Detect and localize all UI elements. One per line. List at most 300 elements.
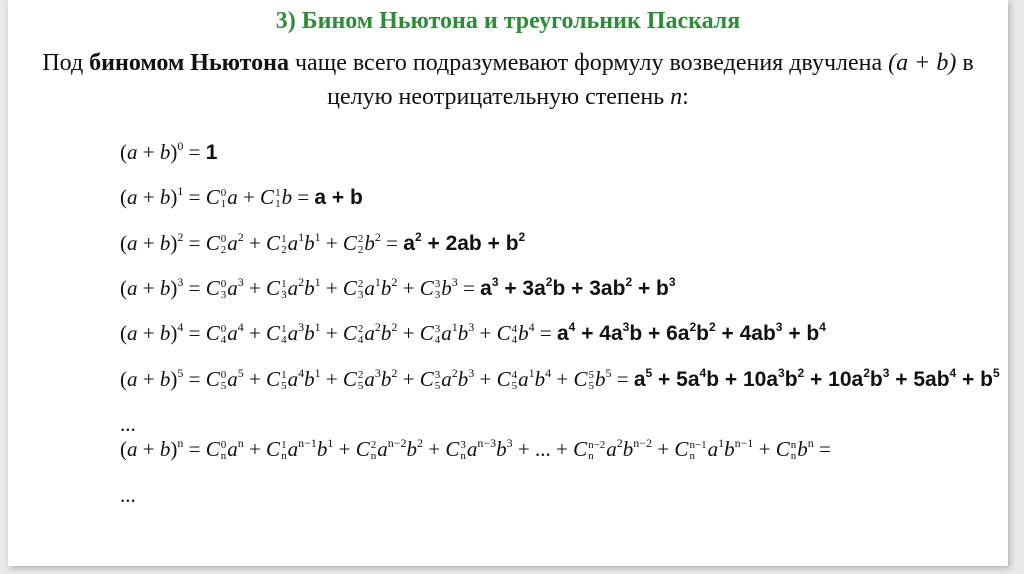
exponent: 2	[298, 275, 305, 289]
index-n: 5	[220, 380, 227, 393]
result-text: + 4ab	[715, 322, 776, 345]
plus-sign: +	[320, 276, 343, 300]
lhs-open: (	[120, 321, 127, 345]
equals-sign: =	[183, 185, 206, 209]
coefficient-c: C	[205, 437, 220, 461]
variable: b	[496, 437, 507, 461]
variable: b	[304, 231, 315, 255]
coefficient-c: C	[355, 437, 370, 461]
exponent: 1	[327, 436, 334, 450]
lhs-plus: +	[137, 321, 160, 345]
index-k: 2	[357, 323, 364, 336]
formula-row	[120, 231, 525, 256]
variable: b	[457, 367, 469, 391]
coefficient-c: C	[674, 437, 689, 461]
variable: a	[287, 321, 299, 345]
ellipsis: ...	[120, 412, 136, 436]
exponent: 1	[528, 366, 535, 380]
index-n: 2	[220, 244, 227, 257]
variable: b	[518, 321, 529, 345]
coefficient-c: C	[573, 367, 588, 391]
binomial-index	[358, 324, 364, 346]
variable: b	[380, 321, 392, 345]
exponent: 3	[237, 275, 244, 289]
binomial-index	[221, 370, 227, 392]
variable: b	[380, 276, 392, 300]
lhs-var-b: b	[159, 437, 171, 461]
index-k: 3	[434, 323, 441, 336]
result-exponent: 4	[699, 366, 707, 380]
coefficient-c: C	[205, 185, 220, 209]
variable: a	[227, 367, 238, 391]
result-text: b + 3ab	[552, 277, 626, 300]
plus-sign: +	[243, 321, 267, 345]
index-n: 5	[588, 380, 594, 393]
variable: a	[227, 437, 238, 461]
lhs-var-b: b	[159, 185, 171, 209]
binomial-index	[512, 324, 518, 346]
coefficient-c: C	[266, 276, 281, 300]
equals-sign: =	[183, 140, 206, 164]
lhs-var-b: b	[159, 140, 171, 164]
index-n: 5	[511, 380, 518, 393]
formula-row	[120, 276, 676, 301]
result-text: b	[505, 232, 519, 255]
coefficient-c: C	[419, 321, 434, 345]
index-n: n	[370, 450, 377, 463]
lhs-close: )	[170, 276, 178, 300]
coefficient-c: C	[419, 367, 434, 391]
lhs-plus: +	[137, 367, 160, 391]
lhs-close: )	[170, 321, 178, 345]
plus-sign: +	[474, 321, 497, 345]
result-exponent: 5	[645, 366, 653, 380]
exponent: 1	[314, 275, 321, 289]
exponent: n−1	[298, 436, 317, 450]
variable: b	[797, 437, 808, 461]
binomial-index	[358, 370, 364, 392]
ellipsis: ...	[120, 483, 136, 507]
lhs-open: (	[120, 367, 127, 391]
result-exponent: 4	[819, 320, 826, 334]
variable: b	[406, 437, 417, 461]
result-text: 1	[205, 141, 218, 164]
variable: b	[304, 276, 315, 300]
index-k: 5	[588, 369, 594, 382]
equals-sign: =	[813, 437, 831, 461]
result-text: + 4a	[575, 322, 623, 345]
coefficient-c: C	[342, 367, 357, 391]
variable: a	[227, 276, 238, 300]
result-text: b	[869, 368, 883, 391]
equals-sign: =	[183, 437, 206, 461]
lhs-power: 5	[177, 366, 184, 380]
variable: a	[227, 231, 238, 255]
binomial-index	[221, 440, 227, 462]
intro-paragraph	[28, 46, 988, 114]
binomial-index	[589, 370, 595, 392]
index-k: 1	[281, 233, 287, 246]
exponent: 2	[391, 275, 398, 289]
lhs-var-b: b	[159, 231, 171, 255]
result-exponent: 2	[689, 320, 697, 334]
index-n: n	[281, 450, 287, 463]
lhs-open: (	[120, 140, 127, 164]
binomial-index	[358, 234, 364, 256]
lhs-close: )	[170, 437, 178, 461]
result-exponent: 4	[568, 320, 576, 334]
exponent: 1	[718, 436, 725, 450]
index-n: 3	[357, 289, 364, 302]
lhs-close: )	[170, 185, 178, 209]
exponent: 3	[374, 366, 381, 380]
result-text: b	[784, 368, 798, 391]
exponent: 1	[314, 366, 321, 380]
coefficient-c: C	[496, 321, 511, 345]
exponent: 2	[374, 230, 381, 244]
exponent: 4	[237, 320, 244, 334]
intro-expression: (a + b)	[888, 50, 957, 76]
index-n: n	[220, 450, 227, 463]
formula-row	[120, 321, 826, 346]
index-n: n	[460, 450, 466, 463]
exponent: 2	[416, 436, 423, 450]
result-text: + 5ab	[889, 368, 950, 391]
exponent: 2	[374, 320, 381, 334]
result-text: + 3a	[498, 277, 546, 300]
exponent: n−3	[477, 436, 497, 450]
formula-row	[120, 367, 1000, 392]
index-n: n	[588, 450, 594, 463]
index-k: n	[790, 439, 797, 452]
lhs-var-a: a	[127, 321, 138, 345]
equals-sign: =	[183, 231, 206, 255]
expanded-result	[557, 322, 826, 345]
plus-sign: +	[243, 437, 267, 461]
lhs-power: 3	[177, 275, 184, 289]
index-n: n	[790, 450, 797, 463]
index-n: 5	[434, 380, 441, 393]
result-text: + 5a	[652, 368, 700, 391]
index-n: n	[689, 450, 695, 463]
binomial-index	[435, 370, 441, 392]
expanded-result	[480, 277, 675, 300]
index-k: 0	[220, 439, 227, 452]
result-exponent: 3	[775, 320, 783, 334]
lhs-var-b: b	[159, 367, 171, 391]
coefficient-c: C	[266, 367, 281, 391]
plus-sign: +	[333, 437, 356, 461]
plus-sign: +	[320, 321, 343, 345]
plus-sign: +	[320, 231, 343, 255]
plus-sign: +	[397, 321, 420, 345]
lhs-plus: +	[137, 437, 160, 461]
binomial-index	[221, 188, 227, 210]
variable: a	[707, 437, 719, 461]
exponent: n−2	[387, 436, 407, 450]
variable: b	[595, 367, 606, 391]
index-k: 2	[370, 439, 377, 452]
result-text: a + b	[314, 186, 363, 209]
index-n: 4	[220, 334, 227, 347]
plus-sign: +	[320, 367, 343, 391]
result-exponent: 3	[491, 275, 499, 289]
lhs-plus: +	[137, 185, 160, 209]
slide	[8, 0, 1008, 566]
result-text: b + 10a	[706, 368, 779, 391]
equals-sign: =	[183, 321, 206, 345]
expanded-result	[403, 232, 525, 255]
lhs-var-b: b	[159, 276, 171, 300]
index-k: 1	[281, 323, 287, 336]
exponent: n	[237, 436, 244, 450]
formula-row	[120, 140, 217, 165]
formula-row	[120, 483, 136, 507]
lhs-open: (	[120, 231, 127, 255]
intro-text-1: Под	[42, 50, 90, 76]
binomial-index	[275, 188, 281, 210]
equals-sign: =	[380, 231, 404, 255]
lhs-var-a: a	[127, 231, 138, 255]
coefficient-c: C	[445, 437, 460, 461]
variable: b	[304, 367, 315, 391]
lhs-var-a: a	[127, 437, 138, 461]
ellipsis-separator: + ... +	[512, 437, 574, 461]
result-exponent: 2	[625, 275, 633, 289]
binomial-index	[791, 440, 797, 462]
variable: b	[316, 437, 328, 461]
variable: a	[364, 276, 375, 300]
intro-text-2: чаще всего подразумевают формулу возведения двучлена	[288, 50, 889, 76]
lhs-open: (	[120, 437, 127, 461]
lhs-power: n	[177, 436, 184, 450]
result-text: b + 6a	[629, 322, 690, 345]
plus-sign: +	[397, 276, 420, 300]
variable: a	[287, 276, 299, 300]
index-n: 5	[357, 380, 364, 393]
intro-text-3: в целую неотрицательную степень	[327, 50, 974, 110]
variable: b	[441, 276, 452, 300]
index-n: 4	[281, 334, 287, 347]
exponent: n−1	[734, 436, 754, 450]
index-k: 0	[220, 323, 227, 336]
index-n: 3	[220, 289, 227, 302]
coefficient-c: C	[342, 276, 357, 300]
plus-sign: +	[753, 437, 776, 461]
index-n: 3	[281, 289, 287, 302]
lhs-open: (	[120, 185, 127, 209]
equals-sign: =	[611, 367, 634, 391]
result-exponent: 2	[545, 275, 553, 289]
result-exponent: 2	[414, 230, 422, 244]
variable: b	[281, 185, 293, 209]
exponent: 4	[545, 366, 552, 380]
result-exponent: 2	[797, 366, 805, 380]
index-n: 2	[357, 244, 364, 257]
result-text: + b	[956, 368, 993, 391]
index-k: 0	[220, 233, 227, 246]
equals-sign: =	[534, 321, 557, 345]
coefficient-c: C	[496, 367, 511, 391]
binomial-index	[460, 440, 466, 462]
plus-sign: +	[422, 437, 446, 461]
index-n: 2	[281, 244, 287, 257]
result-text: + b	[782, 322, 820, 345]
coefficient-c: C	[205, 231, 220, 255]
exponent: 2	[391, 366, 398, 380]
exponent: 3	[298, 320, 305, 334]
coefficient-c: C	[573, 437, 588, 461]
result-exponent: 2	[708, 320, 716, 334]
lhs-close: )	[170, 367, 178, 391]
index-n: 1	[220, 198, 227, 211]
result-exponent: 4	[949, 366, 957, 380]
index-k: 2	[357, 233, 364, 246]
result-exponent: 3	[882, 366, 890, 380]
binomial-index	[371, 440, 377, 462]
lhs-close: )	[170, 231, 178, 255]
exponent: 3	[468, 366, 475, 380]
variable: a	[227, 321, 238, 345]
plus-sign: +	[474, 367, 497, 391]
lhs-var-b: b	[159, 321, 171, 345]
binomial-index	[358, 279, 364, 301]
variable: b	[534, 367, 546, 391]
result-exponent: 2	[863, 366, 870, 380]
equals-sign: =	[292, 185, 315, 209]
variable: a	[606, 437, 617, 461]
expanded-result	[314, 186, 362, 209]
coefficient-c: C	[205, 321, 220, 345]
variable: a	[364, 321, 375, 345]
formula-row	[120, 437, 831, 462]
expanded-result	[634, 368, 1000, 391]
binomial-index	[221, 324, 227, 346]
binomial-index	[435, 324, 441, 346]
variable: b	[304, 321, 315, 345]
coefficient-c: C	[266, 231, 281, 255]
exponent: 2	[616, 436, 623, 450]
index-k: 0	[220, 187, 227, 200]
slide-title: 3) Бином Ньютона и треугольник Паскаля	[275, 8, 741, 34]
exponent: 1	[451, 320, 458, 334]
result-exponent: 5	[992, 366, 1000, 380]
index-n: 4	[357, 334, 364, 347]
index-k: 1	[281, 369, 287, 382]
binomial-index	[221, 234, 227, 256]
index-k: 4	[511, 323, 518, 336]
exponent: 4	[298, 366, 305, 380]
binomial-index	[281, 440, 287, 462]
exponent: 4	[528, 320, 535, 334]
variable: b	[622, 437, 634, 461]
lhs-power: 4	[177, 320, 184, 334]
exponent: 2	[391, 320, 398, 334]
variable: b	[457, 321, 469, 345]
index-k: 2	[357, 369, 364, 382]
index-k: 0	[220, 369, 227, 382]
result-text: + 2ab +	[421, 232, 506, 255]
coefficient-c: C	[205, 276, 220, 300]
index-n: 3	[434, 289, 441, 302]
variable: a	[518, 367, 529, 391]
exponent: 2	[451, 366, 458, 380]
binomial-index	[512, 370, 518, 392]
variable: a	[441, 367, 452, 391]
index-n: 1	[275, 198, 281, 211]
plus-sign: +	[243, 367, 267, 391]
index-k: 1	[275, 187, 281, 200]
exponent: 2	[237, 230, 244, 244]
index-k: 3	[434, 369, 441, 382]
variable: b	[364, 231, 375, 255]
index-n: 5	[281, 380, 287, 393]
coefficient-c: C	[342, 321, 357, 345]
intro-bold-term: биномом Ньютона	[89, 50, 289, 76]
binomial-index	[435, 279, 441, 301]
coefficient-c: C	[266, 321, 281, 345]
result-text: a	[403, 232, 415, 255]
index-k: 4	[511, 369, 518, 382]
variable: a	[287, 367, 299, 391]
lhs-power: 0	[177, 139, 184, 153]
plus-sign: +	[652, 437, 675, 461]
result-text: b	[696, 322, 709, 345]
intro-text-4: :	[682, 84, 689, 110]
exponent: n	[807, 436, 814, 450]
index-k: 1	[281, 278, 287, 291]
formula-row	[120, 185, 363, 210]
result-text: a	[556, 322, 569, 345]
result-text: + b	[632, 277, 669, 300]
lhs-power: 2	[177, 230, 184, 244]
coefficient-c: C	[260, 185, 275, 209]
variable: b	[724, 437, 735, 461]
binomial-index	[281, 279, 287, 301]
exponent: 5	[605, 366, 612, 380]
equals-sign: =	[183, 367, 206, 391]
variable: a	[287, 437, 299, 461]
result-exponent: 3	[622, 320, 630, 334]
binomial-index	[588, 440, 605, 462]
result-exponent: 2	[518, 230, 526, 244]
lhs-power: 1	[177, 184, 184, 198]
exponent: 1	[374, 275, 381, 289]
index-k: n−1	[689, 439, 707, 452]
exponent: 1	[314, 230, 321, 244]
index-k: n−2	[588, 439, 606, 452]
index-k: 3	[434, 278, 441, 291]
coefficient-c: C	[205, 367, 220, 391]
lhs-plus: +	[137, 231, 160, 255]
index-k: 1	[281, 439, 287, 452]
variable: a	[227, 185, 238, 209]
coefficient-c: C	[342, 231, 357, 255]
coefficient-c: C	[419, 276, 434, 300]
binomial-index	[281, 370, 287, 392]
exponent: 1	[314, 320, 321, 334]
binomial-index	[281, 324, 287, 346]
lhs-var-a: a	[127, 367, 138, 391]
result-exponent: 3	[668, 275, 676, 289]
result-exponent: 3	[778, 366, 785, 380]
binomial-index	[221, 279, 227, 301]
exponent: n−2	[633, 436, 653, 450]
expanded-result	[206, 141, 218, 164]
binomial-index	[689, 440, 706, 462]
index-k: 2	[357, 278, 364, 291]
exponent: 3	[506, 436, 513, 450]
